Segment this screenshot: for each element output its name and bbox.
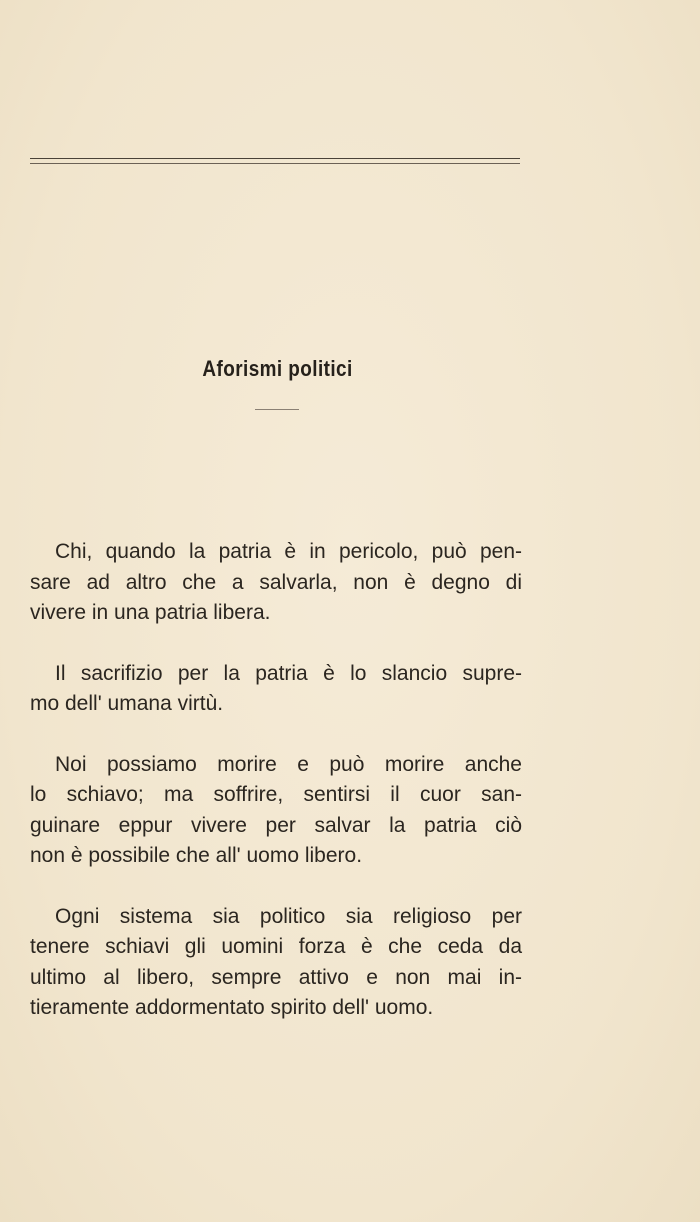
text-line: Il sacrifizio per la patria è lo slancio supre- — [55, 661, 522, 685]
text-line: guinare eppur vivere per salvar la patria ciò — [30, 813, 522, 837]
paragraph — [30, 537, 522, 629]
header-rule-thin — [30, 163, 520, 164]
paragraph — [30, 659, 522, 720]
text-line: non è possibile che all' uomo libero. — [30, 844, 363, 867]
text-line: vivere in una patria libera. — [30, 601, 271, 624]
text-line: Chi, quando la patria è in pericolo, può pen- — [55, 540, 522, 563]
chapter-title: Aforismi politici — [202, 356, 353, 381]
text-line: mo dell' umana virtù. — [30, 692, 224, 715]
paragraph — [30, 750, 522, 872]
title-ornament-rule — [255, 409, 299, 410]
text-line: Noi possiamo morire e può morire anche — [55, 752, 522, 776]
text-line: sare ad altro che a salvarla, non è degno di — [30, 570, 522, 594]
text-line: lo schiavo; ma soffrire, sentirsi il cuor san- — [30, 783, 522, 806]
text-line: tieramente addormentato spirito dell' uomo. — [30, 996, 434, 1019]
text-line: tenere schiavi gli uomini forza è che ceda da — [30, 935, 522, 958]
text-line: Ogni sistema sia politico sia religioso per — [55, 904, 522, 928]
header-rule — [30, 158, 520, 159]
text-line: ultimo al libero, sempre attivo e non mai in- — [30, 965, 522, 989]
text-body — [30, 537, 522, 1054]
paragraph — [30, 902, 522, 1024]
